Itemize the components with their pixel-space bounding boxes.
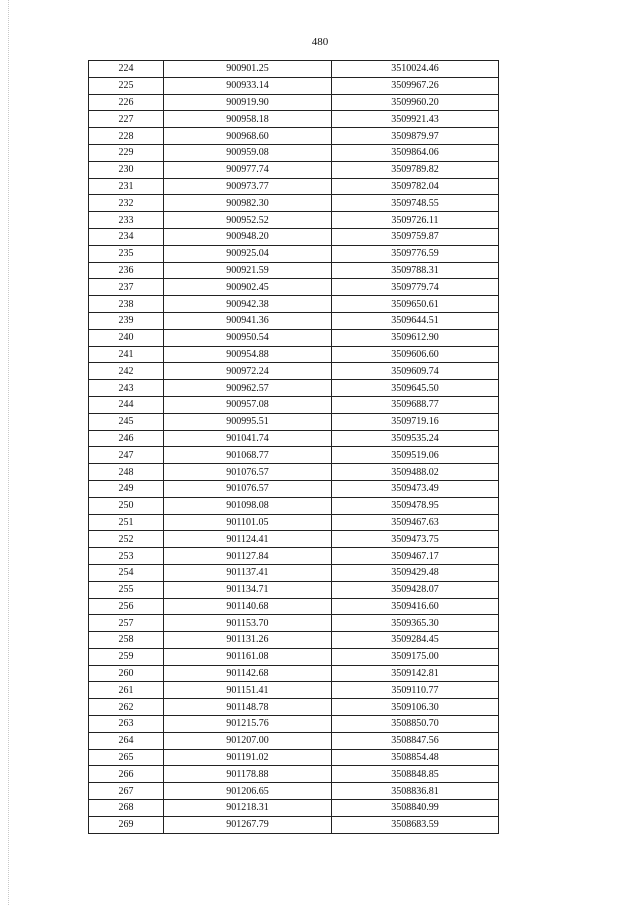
table-row	[89, 800, 499, 817]
y-coordinate-cell: 3509284.45	[332, 632, 499, 649]
x-coordinate-cell: 901124.41	[164, 531, 332, 548]
point-number-cell: 231	[89, 178, 164, 195]
table-row	[89, 682, 499, 699]
table-row	[89, 430, 499, 447]
table-row	[89, 396, 499, 413]
x-coordinate-cell: 901191.02	[164, 749, 332, 766]
point-number-cell: 235	[89, 245, 164, 262]
point-number-cell: 230	[89, 161, 164, 178]
table-row	[89, 581, 499, 598]
x-coordinate-cell: 901127.84	[164, 548, 332, 565]
table-row	[89, 212, 499, 229]
y-coordinate-cell: 3509960.20	[332, 94, 499, 111]
table-row	[89, 245, 499, 262]
table-row	[89, 464, 499, 481]
y-coordinate-cell: 3509788.31	[332, 262, 499, 279]
x-coordinate-cell: 901134.71	[164, 581, 332, 598]
y-coordinate-cell: 3509782.04	[332, 178, 499, 195]
table-row	[89, 497, 499, 514]
point-number-cell: 252	[89, 531, 164, 548]
x-coordinate-cell: 900957.08	[164, 396, 332, 413]
x-coordinate-cell: 901041.74	[164, 430, 332, 447]
point-number-cell: 245	[89, 413, 164, 430]
y-coordinate-cell: 3509609.74	[332, 363, 499, 380]
y-coordinate-cell: 3509467.63	[332, 514, 499, 531]
table-row	[89, 564, 499, 581]
y-coordinate-cell: 3509645.50	[332, 380, 499, 397]
y-coordinate-cell: 3509789.82	[332, 161, 499, 178]
y-coordinate-cell: 3508848.85	[332, 766, 499, 783]
y-coordinate-cell: 3509688.77	[332, 396, 499, 413]
x-coordinate-cell: 901142.68	[164, 665, 332, 682]
x-coordinate-cell: 900954.88	[164, 346, 332, 363]
table-row	[89, 144, 499, 161]
table-row	[89, 195, 499, 212]
x-coordinate-cell: 900925.04	[164, 245, 332, 262]
x-coordinate-cell: 900950.54	[164, 329, 332, 346]
y-coordinate-cell: 3508854.48	[332, 749, 499, 766]
point-number-cell: 247	[89, 447, 164, 464]
y-coordinate-cell: 3508847.56	[332, 732, 499, 749]
y-coordinate-cell: 3509864.06	[332, 144, 499, 161]
point-number-cell: 227	[89, 111, 164, 128]
x-coordinate-cell: 901098.08	[164, 497, 332, 514]
y-coordinate-cell: 3509142.81	[332, 665, 499, 682]
point-number-cell: 238	[89, 296, 164, 313]
table-row	[89, 262, 499, 279]
y-coordinate-cell: 3509612.90	[332, 329, 499, 346]
point-number-cell: 240	[89, 329, 164, 346]
point-number-cell: 229	[89, 144, 164, 161]
point-number-cell: 267	[89, 783, 164, 800]
table-row	[89, 548, 499, 565]
x-coordinate-cell: 901207.00	[164, 732, 332, 749]
point-number-cell: 261	[89, 682, 164, 699]
x-coordinate-cell: 900941.36	[164, 312, 332, 329]
point-number-cell: 250	[89, 497, 164, 514]
x-coordinate-cell: 901178.88	[164, 766, 332, 783]
y-coordinate-cell: 3509535.24	[332, 430, 499, 447]
y-coordinate-cell: 3508850.70	[332, 716, 499, 733]
point-number-cell: 259	[89, 648, 164, 665]
x-coordinate-cell: 900902.45	[164, 279, 332, 296]
y-coordinate-cell: 3509429.48	[332, 564, 499, 581]
x-coordinate-cell: 900973.77	[164, 178, 332, 195]
x-coordinate-cell: 901101.05	[164, 514, 332, 531]
coordinate-table-body	[89, 61, 499, 834]
y-coordinate-cell: 3509467.17	[332, 548, 499, 565]
x-coordinate-cell: 900962.57	[164, 380, 332, 397]
x-coordinate-cell: 901206.65	[164, 783, 332, 800]
table-row	[89, 514, 499, 531]
table-row	[89, 380, 499, 397]
x-coordinate-cell: 900919.90	[164, 94, 332, 111]
table-row	[89, 648, 499, 665]
x-coordinate-cell: 900982.30	[164, 195, 332, 212]
table-row	[89, 161, 499, 178]
y-coordinate-cell: 3509879.97	[332, 128, 499, 145]
y-coordinate-cell: 3509519.06	[332, 447, 499, 464]
table-row	[89, 413, 499, 430]
x-coordinate-cell: 900952.52	[164, 212, 332, 229]
x-coordinate-cell: 900959.08	[164, 144, 332, 161]
y-coordinate-cell: 3509779.74	[332, 279, 499, 296]
coordinate-table	[88, 60, 499, 834]
table-row	[89, 699, 499, 716]
point-number-cell: 236	[89, 262, 164, 279]
table-row	[89, 128, 499, 145]
table-row	[89, 766, 499, 783]
point-number-cell: 237	[89, 279, 164, 296]
x-coordinate-cell: 901151.41	[164, 682, 332, 699]
point-number-cell: 265	[89, 749, 164, 766]
point-number-cell: 269	[89, 816, 164, 833]
table-row	[89, 598, 499, 615]
point-number-cell: 264	[89, 732, 164, 749]
point-number-cell: 255	[89, 581, 164, 598]
point-number-cell: 254	[89, 564, 164, 581]
y-coordinate-cell: 3509365.30	[332, 615, 499, 632]
x-coordinate-cell: 901148.78	[164, 699, 332, 716]
point-number-cell: 251	[89, 514, 164, 531]
table-row	[89, 447, 499, 464]
x-coordinate-cell: 901215.76	[164, 716, 332, 733]
y-coordinate-cell: 3509650.61	[332, 296, 499, 313]
y-coordinate-cell: 3509473.75	[332, 531, 499, 548]
point-number-cell: 241	[89, 346, 164, 363]
point-number-cell: 262	[89, 699, 164, 716]
point-number-cell: 248	[89, 464, 164, 481]
y-coordinate-cell: 3509967.26	[332, 77, 499, 94]
point-number-cell: 233	[89, 212, 164, 229]
point-number-cell: 244	[89, 396, 164, 413]
table-row	[89, 615, 499, 632]
x-coordinate-cell: 901218.31	[164, 800, 332, 817]
point-number-cell: 253	[89, 548, 164, 565]
table-row	[89, 665, 499, 682]
x-coordinate-cell: 900958.18	[164, 111, 332, 128]
x-coordinate-cell: 901267.79	[164, 816, 332, 833]
table-row	[89, 228, 499, 245]
table-row	[89, 531, 499, 548]
y-coordinate-cell: 3509726.11	[332, 212, 499, 229]
table-row	[89, 94, 499, 111]
x-coordinate-cell: 901153.70	[164, 615, 332, 632]
table-row	[89, 363, 499, 380]
y-coordinate-cell: 3509106.30	[332, 699, 499, 716]
point-number-cell: 249	[89, 480, 164, 497]
point-number-cell: 225	[89, 77, 164, 94]
point-number-cell: 257	[89, 615, 164, 632]
x-coordinate-cell: 900968.60	[164, 128, 332, 145]
x-coordinate-cell: 901068.77	[164, 447, 332, 464]
y-coordinate-cell: 3509110.77	[332, 682, 499, 699]
y-coordinate-cell: 3508840.99	[332, 800, 499, 817]
table-row	[89, 279, 499, 296]
point-number-cell: 234	[89, 228, 164, 245]
x-coordinate-cell: 900933.14	[164, 77, 332, 94]
table-row	[89, 783, 499, 800]
table-row	[89, 732, 499, 749]
y-coordinate-cell: 3509921.43	[332, 111, 499, 128]
y-coordinate-cell: 3509748.55	[332, 195, 499, 212]
point-number-cell: 268	[89, 800, 164, 817]
x-coordinate-cell: 900995.51	[164, 413, 332, 430]
point-number-cell: 260	[89, 665, 164, 682]
point-number-cell: 228	[89, 128, 164, 145]
table-row	[89, 111, 499, 128]
y-coordinate-cell: 3509719.16	[332, 413, 499, 430]
y-coordinate-cell: 3509416.60	[332, 598, 499, 615]
y-coordinate-cell: 3508683.59	[332, 816, 499, 833]
y-coordinate-cell: 3509606.60	[332, 346, 499, 363]
table-row	[89, 480, 499, 497]
table-row	[89, 329, 499, 346]
x-coordinate-cell: 901076.57	[164, 464, 332, 481]
point-number-cell: 242	[89, 363, 164, 380]
x-coordinate-cell: 901161.08	[164, 648, 332, 665]
x-coordinate-cell: 900921.59	[164, 262, 332, 279]
x-coordinate-cell: 900972.24	[164, 363, 332, 380]
table-row	[89, 312, 499, 329]
table-row	[89, 346, 499, 363]
y-coordinate-cell: 3509175.00	[332, 648, 499, 665]
y-coordinate-cell: 3509488.02	[332, 464, 499, 481]
x-coordinate-cell: 900977.74	[164, 161, 332, 178]
table-row	[89, 749, 499, 766]
page-number: 480	[311, 36, 329, 48]
x-coordinate-cell: 901137.41	[164, 564, 332, 581]
x-coordinate-cell: 900942.38	[164, 296, 332, 313]
point-number-cell: 258	[89, 632, 164, 649]
x-coordinate-cell: 900901.25	[164, 61, 332, 78]
y-coordinate-cell: 3509428.07	[332, 581, 499, 598]
point-number-cell: 266	[89, 766, 164, 783]
table-row	[89, 816, 499, 833]
point-number-cell: 256	[89, 598, 164, 615]
point-number-cell: 239	[89, 312, 164, 329]
x-coordinate-cell: 901076.57	[164, 480, 332, 497]
table-row	[89, 61, 499, 78]
table-row	[89, 632, 499, 649]
point-number-cell: 246	[89, 430, 164, 447]
y-coordinate-cell: 3509478.95	[332, 497, 499, 514]
y-coordinate-cell: 3509473.49	[332, 480, 499, 497]
table-row	[89, 296, 499, 313]
table-row	[89, 178, 499, 195]
y-coordinate-cell: 3509759.87	[332, 228, 499, 245]
y-coordinate-cell: 3509644.51	[332, 312, 499, 329]
table-row	[89, 77, 499, 94]
y-coordinate-cell: 3508836.81	[332, 783, 499, 800]
y-coordinate-cell: 3509776.59	[332, 245, 499, 262]
table-row	[89, 716, 499, 733]
point-number-cell: 232	[89, 195, 164, 212]
scan-edge-line	[8, 0, 10, 905]
x-coordinate-cell: 901140.68	[164, 598, 332, 615]
point-number-cell: 263	[89, 716, 164, 733]
x-coordinate-cell: 900948.20	[164, 228, 332, 245]
x-coordinate-cell: 901131.26	[164, 632, 332, 649]
point-number-cell: 243	[89, 380, 164, 397]
point-number-cell: 224	[89, 61, 164, 78]
y-coordinate-cell: 3510024.46	[332, 61, 499, 78]
point-number-cell: 226	[89, 94, 164, 111]
